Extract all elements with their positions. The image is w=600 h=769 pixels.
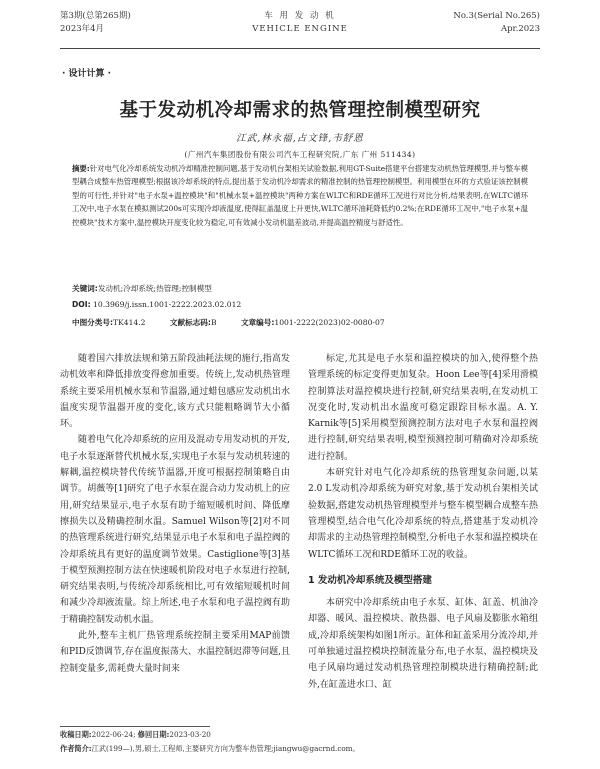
header-right (453, 10, 540, 36)
body-column-left (60, 351, 290, 677)
date-en: Apr.2023 (500, 24, 540, 34)
abstract-label: 摘要: (72, 164, 90, 173)
body-paragraph: 本研究中冷却系统由电子水泵、缸体、缸盖、机油冷却器、暖风、温控模块、散热器、电子风扇及膨胀水箱组成,冷却系统架构如图1所示。缸体和缸盖采用分流冷却,并可单独通过温控模块控制流量分布,电子水泵、温控模块及电子风扇均通过发动机热管理控制模块进行精确控制;此外,在缸盖进水口、缸 (308, 598, 538, 690)
code-value: B (210, 318, 217, 327)
body-column-right (308, 351, 538, 693)
clc-label: 中图分类号: (72, 318, 114, 327)
keywords (72, 283, 528, 294)
footnote-dates: 收稿日期:2022-06-24; 修回日期:2023-03-20 (60, 730, 211, 739)
received-date: 2022-06-24 (91, 730, 134, 739)
authors: 江武,林永福,占文锋,韦舒恩 (236, 133, 364, 144)
page-header (60, 10, 540, 46)
author-label: 作者简介: (60, 744, 92, 753)
author-text: 江武(199—),男,硕士,工程师,主要研究方向为整车热管理;jiangwu@gacrnd.com。 (91, 744, 360, 753)
body-paragraph: 本研究针对电气化冷却系统的热管理复杂问题,以某2.0 L发动机冷却系统为研究对象,基于发动机台架相关试验数据,搭建发动机热管理模型并与整车模型耦合成整车热管理模型,结合电气化冷却系统的特点,搭建基于发动机冷却需求的主动热管理控制模型,分析电子水泵和温控模块在WLTC循环工况和RDE循环工况的收益。 (308, 468, 538, 560)
code-label: 文献标志码: (169, 318, 211, 327)
doi-label: DOI: (72, 300, 91, 309)
affiliation: (广州汽车集团股份有限公司汽车工程研究院,广东 广州 511434) (184, 150, 416, 159)
body-paragraph: 随着电气化冷却系统的应用及混动专用发动机的开发,电子水泵逐渐替代机械水泵,实现电子水泵与发动机转速的解耦,温控模块替代传统节温器,开度可根据控制策略自由调节。胡薇等[1]研究了电子水泵在混合动力发动机上的应用,研究结果显示,电子水泵有助于缩短暖机时间、降低摩擦损失以及精确控制水温。Samuel Wilson等[2]对不同的热管理系统进行研究,结果显示电子水泵和电子温控阀的冷却系统具有更好的温度调节效果。Castiglione等[3]基于模型预测控制方法在快速暖机阶段对电子水泵进行控制,研究结果表明,与传统冷却系统相比,可有效缩短暖机时间和减少冷却液流量。综上所述,电子水泵和电子温控阀有助于精确控制发动机水温。 (60, 435, 290, 625)
issue-cn: 第3期(总第265期) (60, 11, 131, 21)
journal-cn: 车 用 发 动 机 (264, 11, 336, 21)
revised-date: 2023-03-20 (169, 730, 211, 739)
keywords-label: 关键词: (72, 284, 98, 293)
received-label: 收稿日期: (60, 730, 92, 739)
article-id-label: 文章编号: (240, 318, 275, 327)
header-rule (60, 48, 540, 49)
issue-en: No.3(Serial No.265) (453, 11, 540, 21)
footnote-author (60, 744, 540, 754)
section-tag: · 设计计算 · (62, 69, 112, 79)
body-paragraph: 此外,整车主机厂热管理系统控制主要采用MAP前馈和PID反馈调节,存在温度振荡大、水温控制迟滞等问题,且控制变量多,需耗费大量时间来 (60, 631, 290, 674)
abstract (72, 162, 528, 229)
abstract-text: 针对电气化冷却系统发动机冷却精准控制问题,基于发动机台架相关试验数据,利用GT-Suite搭建平台搭建发动机热管理模型,并与整车模型耦合成整车热管理模型;根据该冷却系统的特点,提出基于发动机冷却需求的精准控制的热管理控制模型。利用模型在环的方式验证该控制模型的可行性,并针对"电子水泵+温控模块"和"机械水泵+温控模块"两种方案在WLTC和RDE循环工况进行对比分析,结果表明,在WLTC循环工况中,电子水泵在模拟测试200s可实现冷却液温度,使得缸盖温度上升更快,WLTC循环油耗降低约0.2%;在RDE循环工况中,"电子水泵+温控模块"技术方案中,温控模块开度变化较为稳定,可有效减小发动机温差波动,并提高温控精度与舒适性。 (72, 164, 528, 227)
article-id-value: 1001-2222(2023)02-0080-07 (274, 318, 385, 327)
classification-line (72, 317, 528, 328)
doi-text: 10.3969/j.issn.1001-2222.2023.02.012 (93, 300, 242, 309)
body-paragraph: 标定,尤其是电子水泵和温控模块的加入,使得整个热管理系统的标定变得更加复杂。Hoon Lee等[4]采用滑模控制算法对温控模块进行控制,研究结果表明,在发动机工况变化时,发动机出水温度可稳定跟踪目标水温。A. Y. Karnik等[5]采用模型预测控制方法对电子水泵和温控阀进行控制,研究结果表明,模型预测控制可精确对冷却系统进行控制。 (308, 354, 538, 462)
keywords-text: 发动机;冷却系统;热管理;控制模型 (97, 284, 212, 293)
body-paragraph: 随着国六排放法规和第五阶段油耗法规的施行,指高发动机效率和降低排放变得愈加重要。传统上,发动机热管理系统主要采用机械水泵和节温器,通过蜡包感应发动机出水温度实现节温器开度的变化,该方式只能粗略调节大小循环。 (60, 354, 290, 430)
revised-label: 修回日期: (137, 730, 170, 739)
footnote-rule (60, 726, 210, 727)
clc-value: TK414.2 (113, 318, 146, 327)
date-cn: 2023年4月 (60, 24, 105, 34)
section-heading: 1 发动机冷却系统及模型搭建 (308, 574, 432, 586)
doi (72, 300, 528, 309)
journal-en: VEHICLE ENGINE (252, 24, 348, 34)
paper-title: 基于发动机冷却需求的热管理控制模型研究 (119, 100, 481, 121)
